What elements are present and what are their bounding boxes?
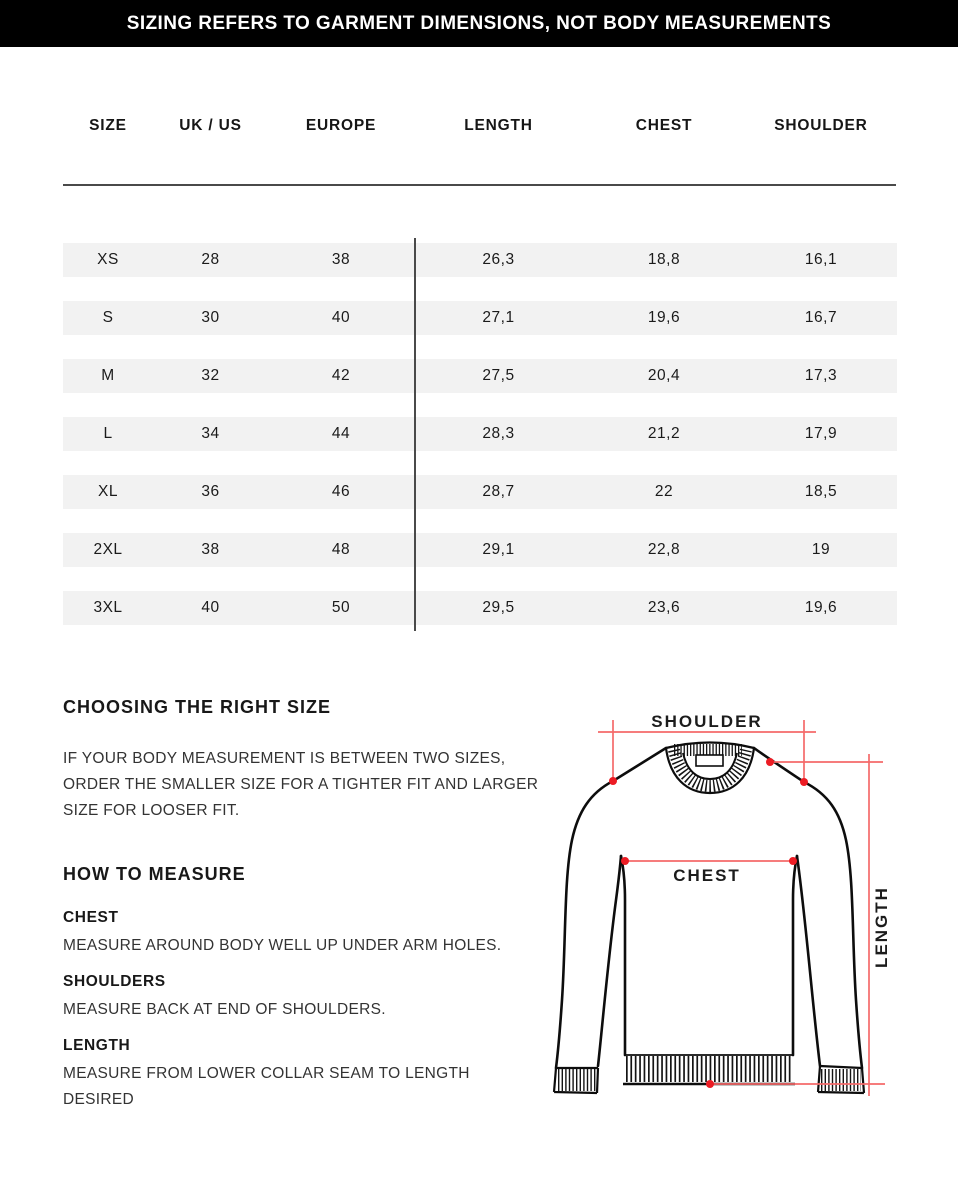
measure-text-length: MEASURE FROM LOWER COLLAR SEAM TO LENGTH DESIRED (63, 1065, 470, 1108)
dot-left-shoulder (609, 777, 617, 785)
column-header-length: LENGTH (464, 117, 533, 134)
measure-label-chest: CHEST (63, 909, 119, 926)
cell-shoulder: 17,3 (804, 367, 838, 384)
choosing-size-text: IF YOUR BODY MEASUREMENT IS BETWEEN TWO SIZES, ORDER THE SMALLER SIZE FOR A TIGHTER FIT AND LARGER SIZE FOR LOOSER FIT. (63, 750, 539, 819)
cell-length: 26,3 (482, 251, 515, 268)
cell-chest: 23,6 (647, 599, 681, 616)
dot-chest-right (789, 857, 797, 865)
measurement-lines (598, 720, 885, 1096)
cell-europe: 40 (331, 309, 351, 326)
neck-label-tag (696, 755, 723, 766)
table-vertical-divider (414, 238, 416, 631)
cell-ukus: 38 (201, 541, 220, 558)
sweater-outline (556, 748, 862, 1068)
header-divider-line (63, 184, 896, 186)
cell-europe: 44 (331, 425, 351, 442)
cell-size: L (103, 425, 113, 442)
cell-shoulder: 16,1 (804, 251, 838, 268)
cell-ukus: 32 (201, 367, 220, 384)
cell-length: 27,1 (482, 309, 515, 326)
measure-label-length: LENGTH (63, 1037, 131, 1054)
table-row-2xl (63, 533, 897, 567)
measure-section-chest (63, 909, 553, 959)
cell-size: 2XL (93, 541, 123, 558)
dot-collar-seam (766, 758, 774, 766)
cell-shoulder: 18,5 (804, 483, 838, 500)
dot-chest-left (621, 857, 629, 865)
cell-length: 28,3 (482, 425, 515, 442)
cell-ukus: 28 (201, 251, 220, 268)
banner-text: SIZING REFERS TO GARMENT DIMENSIONS, NOT BODY MEASUREMENTS (126, 12, 832, 34)
column-header-size: SIZE (89, 117, 127, 134)
left-body-side (621, 856, 625, 1055)
dot-right-shoulder (800, 778, 808, 786)
cell-europe: 42 (331, 367, 351, 384)
left-sleeve-inner (598, 856, 621, 1066)
cell-length: 27,5 (482, 367, 515, 384)
cell-shoulder: 16,7 (804, 309, 838, 326)
size-table-header (63, 112, 897, 140)
sweater-measurement-diagram (540, 700, 958, 1110)
cell-ukus: 34 (201, 425, 220, 442)
table-row-xl (63, 475, 897, 509)
measure-section-shoulders (63, 973, 553, 1023)
cell-size: XL (98, 483, 118, 500)
cell-europe: 50 (331, 599, 351, 616)
cell-length: 29,5 (482, 599, 515, 616)
column-header-shoulder: SHOULDER (774, 117, 868, 134)
right-shoulder-slope (754, 748, 804, 782)
measure-label-shoulders: SHOULDERS (63, 973, 166, 990)
cell-size: 3XL (93, 599, 123, 616)
table-row-l (63, 417, 897, 451)
cell-shoulder: 19 (811, 541, 831, 558)
table-row-3xl (63, 591, 897, 625)
cell-ukus: 30 (201, 309, 220, 326)
size-table-body (63, 243, 897, 649)
measure-text-chest: MEASURE AROUND BODY WELL UP UNDER ARM HOLES. (63, 937, 502, 954)
cell-shoulder: 17,9 (804, 425, 838, 442)
cell-europe: 48 (331, 541, 351, 558)
cell-chest: 19,6 (647, 309, 681, 326)
hem (623, 1055, 795, 1084)
measurement-dots (609, 758, 808, 1088)
table-row-xs (63, 243, 897, 277)
measure-section-length (63, 1037, 553, 1113)
cell-chest: 22 (654, 483, 674, 500)
instructions-column (63, 697, 553, 1127)
right-body-side (793, 856, 797, 1055)
column-header-chest: CHEST (635, 117, 693, 134)
cell-europe: 46 (331, 483, 351, 500)
how-to-measure-heading: HOW TO MEASURE (63, 864, 246, 884)
table-row-s (63, 301, 897, 335)
cell-size: XS (97, 251, 119, 268)
left-sleeve-outer (556, 781, 613, 1068)
cell-ukus: 40 (201, 599, 220, 616)
cell-shoulder: 19,6 (804, 599, 838, 616)
column-header-ukus: UK / US (179, 117, 242, 134)
cell-size: M (101, 367, 115, 384)
collar (666, 743, 754, 794)
diagram-label-chest: CHEST (673, 866, 741, 885)
cell-length: 28,7 (482, 483, 515, 500)
column-header-europe: EUROPE (305, 117, 377, 134)
cell-chest: 20,4 (647, 367, 681, 384)
left-shoulder-slope (613, 748, 666, 781)
cell-chest: 21,2 (647, 425, 681, 442)
diagram-label-length: LENGTH (872, 886, 891, 968)
choosing-size-heading: CHOOSING THE RIGHT SIZE (63, 697, 332, 717)
cell-ukus: 36 (201, 483, 220, 500)
cell-length: 29,1 (482, 541, 515, 558)
right-sleeve-outer (804, 782, 862, 1068)
cell-europe: 38 (331, 251, 351, 268)
right-sleeve-inner (797, 856, 820, 1066)
sweater-svg (540, 700, 958, 1110)
cuffs (554, 1066, 864, 1093)
table-row-m (63, 359, 897, 393)
diagram-label-shoulder: SHOULDER (651, 712, 763, 731)
dot-hem-center (706, 1080, 714, 1088)
sizing-disclaimer-banner (0, 0, 958, 47)
cell-size: S (102, 309, 114, 326)
cell-chest: 22,8 (647, 541, 681, 558)
cell-chest: 18,8 (647, 251, 681, 268)
measure-text-shoulders: MEASURE BACK AT END OF SHOULDERS. (63, 1001, 386, 1018)
